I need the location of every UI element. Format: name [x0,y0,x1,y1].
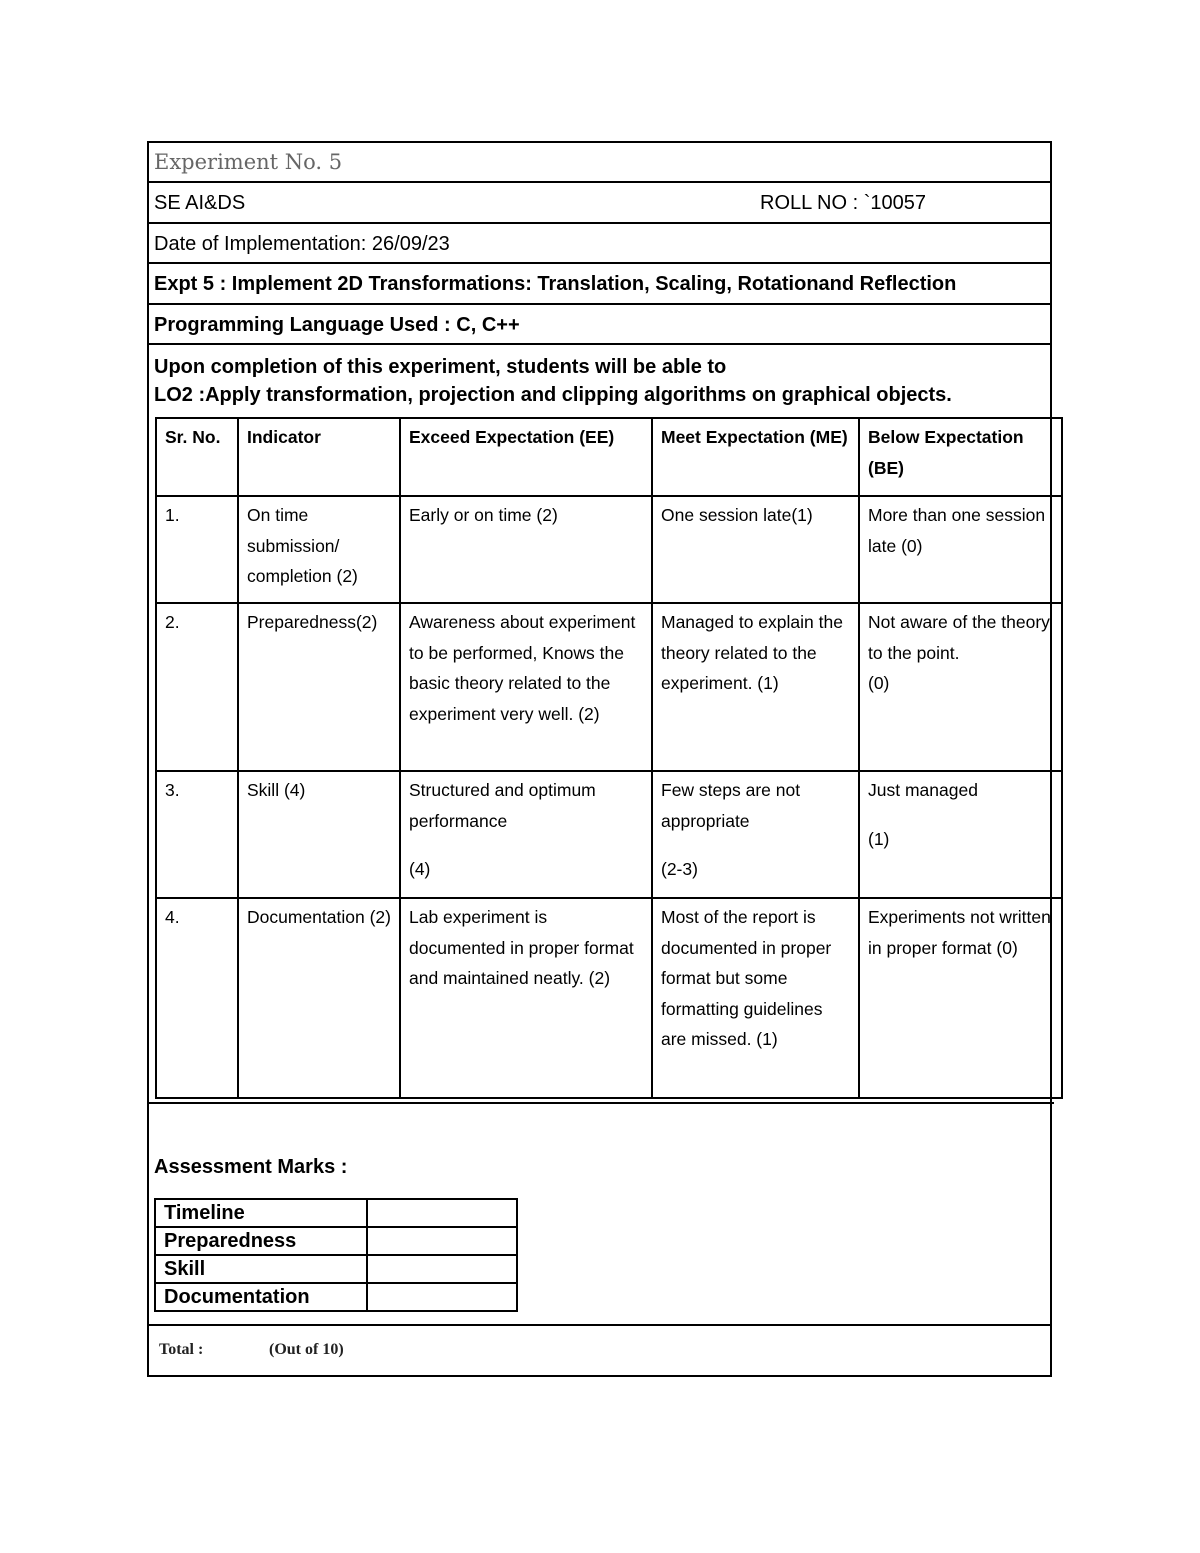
below-criteria [859,771,1062,898]
class-name: SE AI&DS [154,192,246,214]
section-divider [149,1102,1054,1104]
indicator: On time submission/ completion (2) [238,496,400,603]
marks-label: Skill [155,1255,367,1283]
total-label: Total : [159,1341,204,1358]
below-criteria: More than one session late (0) [859,496,1062,603]
marks-row [155,1227,517,1255]
exceed-criteria: Early or on time (2) [400,496,652,603]
meet-criteria [652,771,859,898]
marks-value-field[interactable] [367,1227,517,1255]
experiment-sheet [147,141,1052,1377]
col-sr-no: Sr. No. [156,418,238,496]
marks-row [155,1283,517,1311]
exceed-criteria: Awareness about experiment to be performed, Knows the basic theory related to the experiment very well. (2) [400,603,652,771]
experiment-title: Expt 5 : Implement 2D Transformations: Translation, Scaling, Rotationand Reflection [149,264,1050,305]
criteria-mark: (1) [868,828,890,849]
table-row [156,771,1062,898]
learning-outcome [149,345,1050,417]
marks-row [155,1255,517,1283]
programming-language: Programming Language Used : C, C++ [149,305,1050,345]
criteria-mark: (0) [868,673,890,693]
col-below-expectation: Below Expectation (BE) [859,418,1062,496]
criteria-mark: (4) [409,859,431,879]
total-out-of: (Out of 10) [269,1341,344,1358]
exceed-criteria [400,771,652,898]
criteria-text: Just managed [868,780,978,800]
sr-no: 1. [156,496,238,603]
meet-criteria: Managed to explain the theory related to the experiment. (1) [652,603,859,771]
sr-no: 2. [156,603,238,771]
indicator: Documentation (2) [238,898,400,1098]
criteria-text: Few steps are not appropriate [661,780,801,831]
implementation-date: Date of Implementation: 26/09/23 [149,224,1050,264]
table-row [156,496,1062,603]
rubric-table [155,417,1063,1099]
exceed-criteria: Lab experiment is documented in proper format and maintained neatly. (2) [400,898,652,1098]
meet-criteria: One session late(1) [652,496,859,603]
sr-no: 3. [156,771,238,898]
below-criteria: Experiments not written in proper format (0) [859,898,1062,1098]
marks-label: Timeline [155,1199,367,1227]
marks-row [155,1199,517,1227]
indicator: Skill (4) [238,771,400,898]
criteria-text: Not aware of the theory to the point. [868,612,1050,663]
table-row [156,898,1062,1098]
outcome-lo2: LO2 :Apply transformation, projection and clipping algorithms on graphical objects. [154,384,952,406]
below-criteria [859,603,1062,771]
marks-value-field[interactable] [367,1283,517,1311]
indicator: Preparedness(2) [238,603,400,771]
col-exceed-expectation: Exceed Expectation (EE) [400,418,652,496]
class-row [149,183,1050,224]
marks-label: Documentation [155,1283,367,1311]
table-row [156,603,1062,771]
sr-no: 4. [156,898,238,1098]
page-title: Experiment No. 5 [149,143,1050,183]
assessment-marks-table [154,1198,518,1312]
assessment-marks-label: Assessment Marks : [154,1156,348,1178]
marks-label: Preparedness [155,1227,367,1255]
roll-number: ROLL NO : `10057 [760,192,927,214]
col-indicator: Indicator [238,418,400,496]
col-meet-expectation: Meet Expectation (ME) [652,418,859,496]
criteria-text: Structured and optimum performance [409,780,596,831]
marks-value-field[interactable] [367,1199,517,1227]
criteria-mark: (2-3) [661,859,698,879]
rubric-header-row [156,418,1062,496]
marks-value-field[interactable] [367,1255,517,1283]
total-row [149,1324,1050,1379]
meet-criteria: Most of the report is documented in proper format but some formatting guidelines are missed. (1) [652,898,859,1098]
outcome-intro: Upon completion of this experiment, students will be able to [154,356,727,378]
